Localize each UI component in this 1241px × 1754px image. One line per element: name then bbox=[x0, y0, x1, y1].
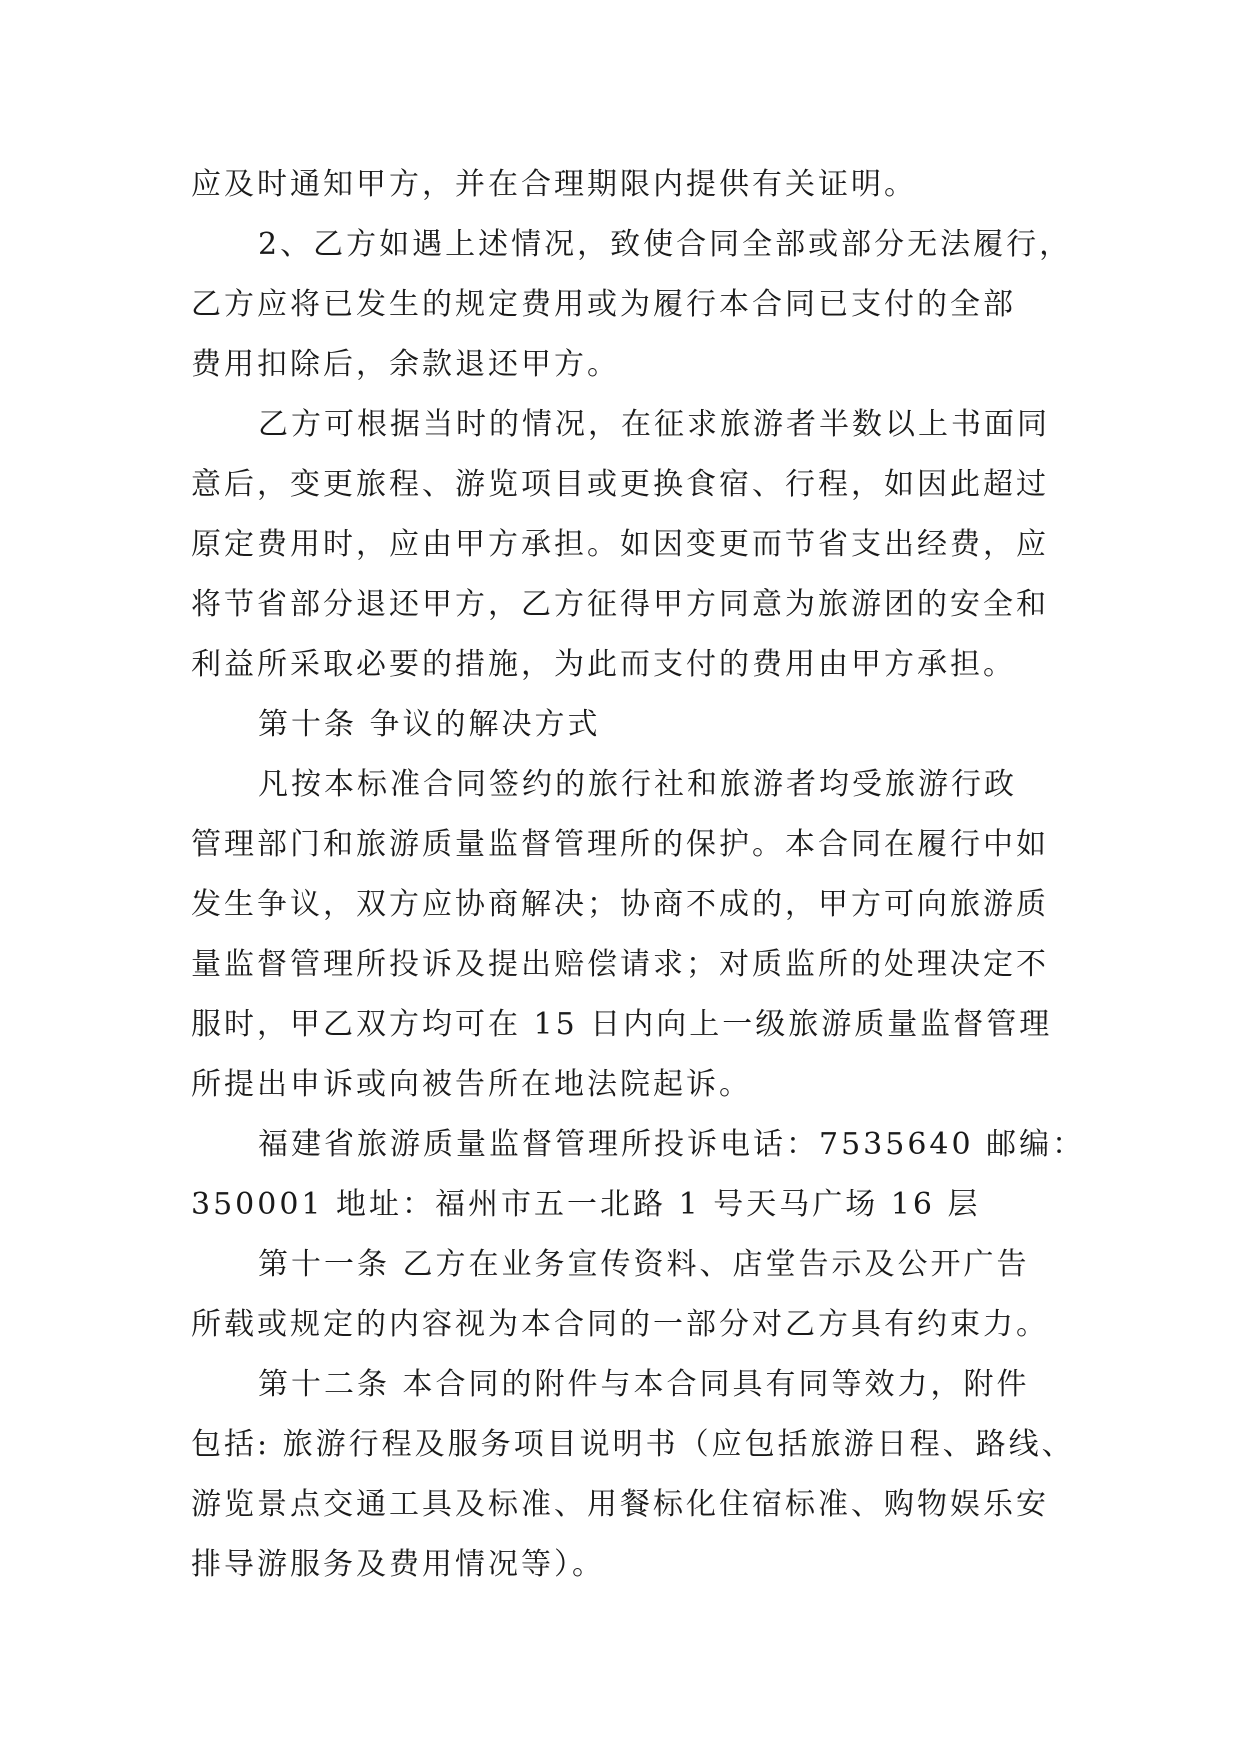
contact-line: 福建省旅游质量监督管理所投诉电话：7535640 邮编： bbox=[258, 1127, 1086, 1162]
document-body bbox=[191, 155, 1086, 1595]
article-heading: 第十条 争议的解决方式 bbox=[258, 707, 601, 742]
text-line: 原定费用时，应由甲方承担。如因变更而节省支出经费，应 bbox=[191, 527, 1049, 562]
text-line: 意后，变更旅程、游览项目或更换食宿、行程，如因此超过 bbox=[191, 467, 1049, 502]
text-line: 排导游服务及费用情况等）。 bbox=[191, 1547, 605, 1582]
text-line: 费用扣除后，余款退还甲方。 bbox=[191, 347, 620, 382]
text-line: 将节省部分退还甲方，乙方征得甲方同意为旅游团的安全和 bbox=[191, 587, 1049, 622]
text-line: 包括: 旅游行程及服务项目说明书（应包括旅游日程、路线、 bbox=[191, 1427, 1075, 1462]
text-line: 所载或规定的内容视为本合同的一部分对乙方具有约束力。 bbox=[191, 1307, 1049, 1342]
text-line: 所提出申诉或向被告所在地法院起诉。 bbox=[191, 1067, 752, 1102]
text-line: 利益所采取必要的措施，为此而支付的费用由甲方承担。 bbox=[191, 647, 1016, 682]
text-line: 发生争议，双方应协商解决；协商不成的，甲方可向旅游质 bbox=[191, 887, 1049, 922]
text-line: 游览景点交通工具及标准、用餐标化住宿标准、购物娱乐安 bbox=[191, 1487, 1049, 1522]
address-line: 350001 地址：福州市五一北路 1 号天马广场 16 层 bbox=[191, 1187, 981, 1222]
text-line: 凡按本标准合同签约的旅行社和旅游者均受旅游行政 bbox=[258, 767, 1017, 802]
text-line: 量监督管理所投诉及提出赔偿请求；对质监所的处理决定不 bbox=[191, 947, 1049, 982]
text-line: 管理部门和旅游质量监督管理所的保护。本合同在履行中如 bbox=[191, 827, 1049, 862]
text-line: 乙方可根据当时的情况，在征求旅游者半数以上书面同 bbox=[258, 407, 1050, 442]
text-line: 乙方应将已发生的规定费用或为履行本合同已支付的全部 bbox=[191, 287, 1016, 322]
text-line: 2、乙方如遇上述情况，致使合同全部或部分无法履行， bbox=[258, 227, 1073, 262]
article-line: 第十一条 乙方在业务宣传资料、店堂告示及公开广告 bbox=[258, 1247, 1030, 1282]
article-line: 第十二条 本合同的附件与本合同具有同等效力，附件 bbox=[258, 1367, 1030, 1402]
text-line: 应及时通知甲方，并在合理期限内提供有关证明。 bbox=[191, 167, 917, 202]
text-line: 服时，甲乙双方均可在 15 日内向上一级旅游质量监督管理 bbox=[191, 1007, 1053, 1042]
